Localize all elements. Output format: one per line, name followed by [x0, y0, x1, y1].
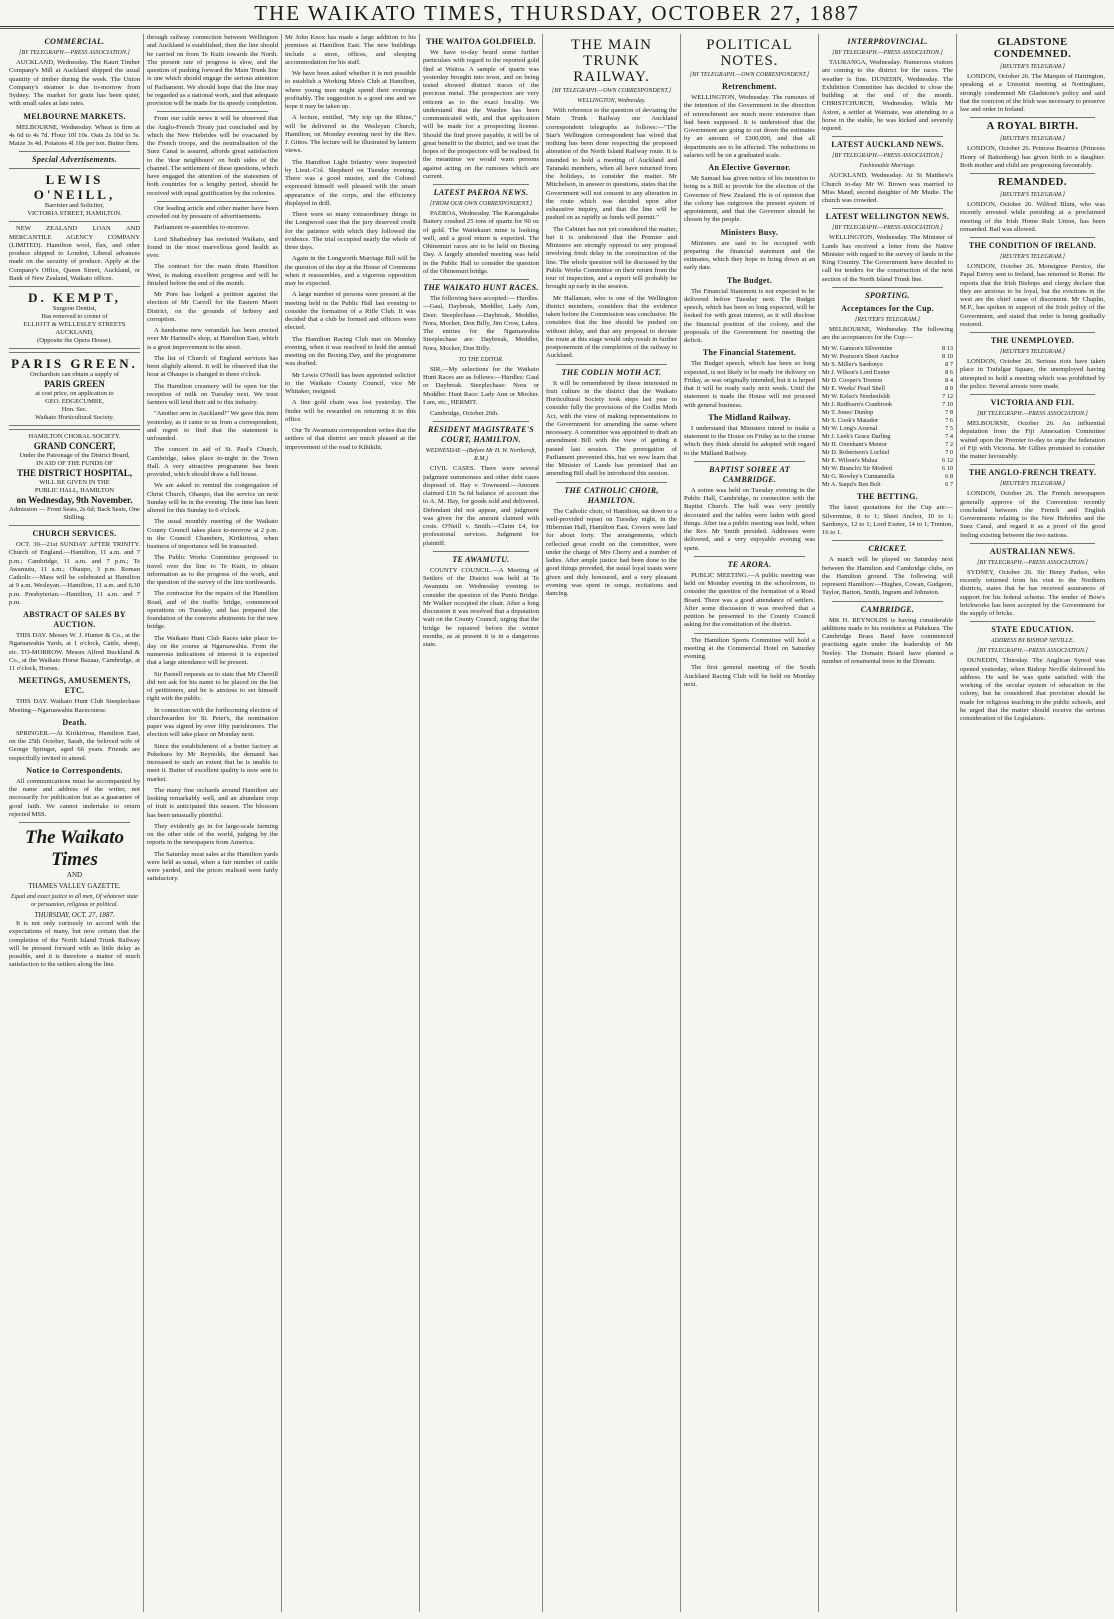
fiji-subheading: [BY TELEGRAPH.—PRESS ASSOCIATION.]: [977, 411, 1088, 417]
local-item: The first general meeting of the South Auckland Racing Club will be held on Monday next.: [684, 664, 815, 688]
local-item: A fine gold chain was lost yesterday. The finder will be rewarded on returning it to this office.: [285, 399, 416, 423]
letter-heading: TO THE EDITOR.: [458, 356, 504, 363]
auckland-news-text: AUCKLAND, Wednesday. At St Matthew's Church to-day Mr W. Brown was married to Miss Maud, second daughter of Mr Mudie. The church was crowded.: [822, 172, 953, 204]
commercial-heading: COMMERCIAL.: [44, 37, 105, 46]
local-item: The list of Church of England services has been slightly altered. It will be observed that the hour at Ohaupo is changed to three o'clock.: [147, 354, 278, 379]
local-item: We are asked to remind the congregation of Christ Church, Ohaupo, that the service on next Sunday will be in the evening. The time has been altered for this Sunday to 6 o'clock.: [147, 482, 278, 514]
court-heading: RESIDENT MAGISTRATE'S COURT, HAMILTON.: [427, 425, 535, 445]
cup-horse-weight: 7 4: [945, 433, 953, 441]
cup-horse-name: Mr J. Leek's Grace Darling: [822, 433, 891, 441]
elective-governor-heading: An Elective Governor.: [708, 163, 791, 172]
page-columns: [6, 34, 1108, 1612]
local-item: The contract for the main drain Hamilton West, is making excellent progress and will be finished before the end of the month.: [147, 263, 278, 287]
death-heading: Death.: [62, 717, 87, 727]
codlin-heading: THE CODLIN MOTH ACT.: [561, 367, 662, 377]
paris-green-sign: Waikato Horticultural Society.: [34, 414, 115, 421]
cup-horse-weight: 7 12: [941, 393, 953, 401]
paris-green-title: PARIS GREEN.: [11, 356, 138, 371]
concert-title: GRAND CONCERT,: [33, 441, 116, 451]
unemployed-text: LONDON, October 26. Serious riots have taken place in Trafalgar Square, the unemployed having attempted to hold a meeting which was prohibited by the police. Several arrests were made.: [960, 358, 1105, 390]
royal-birth-heading: A ROYAL BIRTH.: [986, 121, 1079, 133]
wellington-news-heading: LATEST WELLINGTON NEWS.: [825, 212, 950, 222]
main-trunk-title: THE MAIN TRUNK RAILWAY.: [571, 37, 652, 85]
financial-statement-heading: The Financial Statement.: [702, 348, 797, 358]
local-item: The Hamilton Light Infantry were inspected by Lieut.-Col. Shepherd on Tuesday evening. There was a good muster, and the Colonel expressed himself well pleased with the smart appearance of the corps, and the efficiency displayed in drill.: [285, 158, 416, 207]
divider: [556, 482, 667, 483]
remanded-heading: REMANDED.: [998, 177, 1067, 188]
concert-line: PUBLIC HALL, HAMILTON: [34, 487, 115, 494]
paeroa-heading: LATEST PAEROA NEWS.: [433, 188, 529, 197]
column-7: [818, 34, 956, 1612]
royal-birth-text: LONDON, October 26. Princess Beatrice (Princess Henry of Battenberg) has given birth to a daughter. Both mother and child are progressing favourably.: [960, 145, 1105, 169]
divider: [970, 173, 1095, 174]
divider: [970, 237, 1095, 238]
commercial-subheading: [BY TELEGRAPH.—PRESS ASSOCIATION.]: [19, 50, 130, 56]
te-arora-text: PUBLIC MEETING.—A public meeting was held on Monday evening in the schoolroom, to consider the question of the formation of a Road Board. There was a good attendance of settlers. After some discussion it was resolved that a petition be presented to the County Council asking for the constitution of the district.: [684, 571, 815, 629]
ireland-heading: THE CONDITION OF IRELAND.: [968, 241, 1097, 250]
column-2: [143, 34, 281, 1612]
paris-green-ad: [9, 352, 140, 426]
meetings-text: THIS DAY. Waikato Hunt Club Steeplechase Meeting—Ngaruawahia Racecourse.: [9, 698, 140, 714]
gladstone-subheading: [REUTER'S TELEGRAM.]: [1000, 64, 1065, 70]
cup-horse-name: Mr J. Wilson's Lord Exeter: [822, 369, 891, 377]
gladstone-text: LONDON, October 26. The Marquis of Hartington, speaking at a Unionist meeting at Nottingham, strongly condemned Mr Gladstone's policy and said that the coercion of the Irish was necessary to preserve law and order in Ireland.: [960, 73, 1105, 113]
notice-heading: Notice to Correspondents.: [26, 765, 123, 775]
cup-table-row: [822, 417, 953, 425]
cup-horse-weight: 7 0: [945, 449, 953, 457]
local-item: The Waikato Hunt Club Races take place to-day on the course at Ngaruawahia. From the numerous indications of interest it is expected that a large attendance will be present.: [147, 634, 278, 667]
markets-text: MELBOURNE, Wednesday. Wheat is firm at 4s 6d to 4s 7d. Flour 10l 10s. Oats 2s 10d to 3s. Maize 3s 4d. Potatoes 4l 10s per ton. Butter firm.: [9, 123, 140, 147]
divider: [694, 556, 805, 557]
concert-title: THE DISTRICT HOSPITAL,: [17, 468, 132, 478]
sales-heading: ABSTRACT OF SALES BY AUCTION.: [23, 610, 126, 629]
divider: [970, 117, 1095, 118]
cup-horse-weight: 8 13: [941, 345, 953, 353]
column-4: [419, 34, 542, 1612]
main-trunk-text: With reference to the question of deviating the Main Trunk Railway our Auckland correspondent telegraphs as follows:—"The Star's Wellington correspondent has wired that nothing has been done respecting the proposed alteration of the North Island Railway route. It is intended to hold a meeting of Auckland and Taranaki members, when all have returned from the holidays, to consider the matter. Mr Mitchelson, in answer to questions, states that the Government will not consent to any alteration in the route which was decided upon after exhaustive inquiry, and that the line will be pushed on as rapidly as funds will permit.": [546, 107, 677, 222]
retrenchment-text: WELLINGTON, Wednesday. The rumours of the intention of the Government in the direction of retrenchment are much more extensive than had been supposed. It is understood that the Government are going to cut down the estimates by an amount of £300,000, and that all departments are to be affected. The reductions in salaries will be on a graduated scale.: [684, 94, 815, 159]
local-item: We have been asked whether it is not possible to establish a Working Men's Club at Hamilton, where young men might spend their evenings profitably. The suggestion is a good one and we hope it may be taken up.: [285, 70, 416, 110]
church-heading: CHURCH SERVICES.: [32, 529, 117, 538]
concert-line: WILL BE GIVEN IN THE: [39, 479, 110, 486]
cup-horse-weight: 6 10: [941, 465, 953, 473]
cup-horse-weight: 8 10: [941, 353, 953, 361]
divider: [970, 464, 1095, 465]
cup-table-row: [822, 465, 953, 473]
masthead-rule: [0, 28, 1114, 29]
concert-ad: [9, 429, 140, 526]
local-item: There were so many extraordinary things in the Longwood case that the jury deserved credit for the patience with which they followed the evidence. The trial occupied nearly the whole of three days.: [285, 211, 416, 251]
cup-table-row: [822, 345, 953, 353]
court-text: CIVIL CASES. There were several judgment summonses and other debt cases disposed of. Hay v. Townsend.—Amount claimed £16 5s 6d balance of account due to A. M. Hay, for goods sold and delivered. Defendant did not appear, and judgment was given for the amount claimed with costs. O'Neill v. Smith.—Claim £4, for professional services. Judgment for plaintiff.: [423, 465, 539, 547]
cup-table-row: [822, 457, 953, 465]
local-item: The Saturday meat sales at the Hamilton yards were held as usual, when a fair number of cattle were yarded, and the prices realised were fairly satisfactory.: [147, 850, 278, 883]
cup-horse-name: Mr S. Miller's Sardonyx: [822, 361, 883, 369]
oneill-line: VICTORIA STREET, HAMILTON.: [27, 210, 122, 218]
local-item: Mr Pore has lodged a petition against the election of Mr Carroll for the Eastern Maori District, on the grounds of bribery and corruption.: [147, 291, 278, 323]
cup-horse-weight: 7 6: [945, 417, 953, 425]
kemp-line: (Opposite the Opera House).: [37, 337, 112, 344]
awamutu-text: COUNTY COUNCIL.—A Meeting of Settlers of the District was held at Te Awamutu on Wednesday evening to consider the question of the Puniu Bridge. Mr Walker occupied the chair. After a long discussion it was resolved that a deputation wait on the County Council, urging that the bridge be repaired before the winter months, as at present it is in a dangerous state.: [423, 566, 539, 648]
cup-table-row: [822, 425, 953, 433]
cup-horse-weight: 8 7: [945, 361, 953, 369]
cup-horse-name: Mr W. Gannon's Silvermine: [822, 345, 893, 353]
political-notes-subheading: [BY TELEGRAPH.—OWN CORRESPONDENT.]: [689, 72, 810, 78]
kemp-ad: [9, 286, 140, 349]
local-item: The contractor for the repairs of the Hamilton Road, and of the traffic bridge, commenced operations on Tuesday, and has prepared the foundation of the concrete abutments for the new bridge.: [147, 590, 278, 631]
cup-horse-weight: 6 12: [941, 457, 953, 465]
local-item: Our leading article and other matter have been crowded out by pressure of advertisements.: [147, 204, 278, 220]
local-item: The concert in aid of St. Paul's Church, Cambridge, takes place to-night in the Town Hall. A very attractive programme has been provided, which should draw a full house.: [147, 446, 278, 478]
cup-horse-weight: 7 8: [945, 409, 953, 417]
local-item: Our Te Awamutu correspondent writes that the settlers of that district are much pleased at the improvement of the road to Kihikihi.: [285, 427, 416, 451]
elective-governor-text: Mr Samuel has given notice of his intention to bring in a Bill to provide for the election of the Governor of New Zealand. He is of opinion that the colony has outgrown the present system of appointment, and that the Governor should be chosen by the people.: [684, 175, 815, 224]
sporting-subheading: [REUTER'S TELEGRAM.]: [855, 316, 920, 323]
budget-text: The Financial Statement is not expected to be delivered before Tuesday next. The Budget speech, which has been so long expected, will be looked for with great interest, as it will disclose the financial position of the colony, and the proposals of the Government for meeting the deficit.: [684, 287, 815, 344]
kemp-line: Surgeon Dentist,: [52, 305, 97, 312]
cup-horse-weight: 6 8: [945, 473, 953, 481]
paris-green-sign: Hon. Sec.: [61, 406, 88, 413]
divider: [19, 822, 130, 823]
sales-text: THIS DAY. Messrs W. J. Hunter & Co., at the Ngaruawahia Yards, at 1 o'clock, Cattle, sheep, etc. TO-MORROW. Messrs Alfred Buckland & Co., at the Waikato Horse Bazaar, Cambridge, at 11 o'clock, Horses.: [9, 632, 140, 672]
paeroa-text: PAEROA, Wednesday. The Karangahake Battery crushed 25 tons of quartz for 90 oz of gold. The Waitekauri mine is looking well, and a good return is expected. The Ohinemuri races are to be held on Boxing Day. A largely attended meeting was held in the Public Hall to consider the question of the Ohinemuri bridge.: [423, 210, 539, 275]
wellington-news-subheading: [BY TELEGRAPH.—PRESS ASSOCIATION.]: [832, 225, 943, 232]
cup-horse-weight: 7 5: [945, 425, 953, 433]
interprovincial-subheading: [BY TELEGRAPH.—PRESS ASSOCIATION.]: [832, 50, 943, 56]
meetings-heading: MEETINGS, AMUSEMENTS, ETC.: [18, 676, 131, 696]
ministers-busy-heading: Ministers Busy.: [720, 227, 779, 237]
oneill-name: LEWIS O'NEILL,: [33, 172, 116, 203]
divider: [832, 287, 943, 288]
concert-line: IN AID OF THE FUNDS OF: [36, 460, 113, 467]
notice-text: All communications must be accompanied by the name and address of the writer, not necessarily for publication but as a guarantee of good faith. We cannot undertake to return rejected MSS.: [9, 777, 140, 818]
main-trunk-text: Mr Hallaman, who is one of the Wellington district members, considers that the evidence taken before the Commission was conclusive. He considers that the line should be pushed on without delay, and that any proposal to deviate the route at this stage would only result in further postponement of the completion of the railway to Auckland.: [546, 294, 677, 360]
cup-horse-weight: 7 10: [941, 401, 953, 409]
divider: [970, 394, 1095, 395]
divider: [19, 151, 130, 152]
cup-table-row: [822, 433, 953, 441]
markets-heading: MELBOURNE MARKETS.: [23, 111, 126, 121]
cup-horse-name: Mr D. Cooper's Trenton: [822, 377, 883, 385]
column-6: [680, 34, 818, 1612]
goldfield-text: We have to-day heard some further particulars with regard to the reported gold find at Waitoa. A sample of quartz was yesterday brought into town, and on being tested showed distinct traces of the precious metal. The prospectors are very reticent as to the exact locality. We understand that the Warden has been communicated with, and that application will be made for a prospecting license. Should the find prove payable, it will be of great benefit to the district, and we trust the hopes of the prospectors will be realised. In the meantime we would warn persons against acting on the rumours which are current.: [423, 49, 539, 180]
concert-line: Under the Patronage of the District Board,: [19, 452, 130, 459]
commercial-text: AUCKLAND, Wednesday. The Kauri Timber Company's Mill at Auckland shipped the usual quantity of timber during the week. The Union Company's steamer is due to-morrow from Sydney. The market for grain has been quiet, with small sales at late rates.: [9, 59, 140, 108]
cup-table-row: [822, 449, 953, 457]
local-item: They evidently go in for large-scale farming on the other side of the world, judging by the reports in the newspapers from America.: [147, 822, 278, 847]
loan-ad-text: NEW ZEALAND LOAN AND MERCANTILE AGENCY COMPANY (LIMITED). Hamilton wool, flax, and other produce shipped to London, Liberal advances made on the security of produce. Apply at the Company's Office, Queen Street, Auckland, or Bank of New Zealand, Waikato offices.: [9, 225, 140, 282]
local-item: The Hamilton creamery will be open for the reception of milk on Tuesday next. We trust farmers will lend their aid to this industry.: [147, 382, 278, 406]
article-text: through railway connection between Wellington and Auckland is established, then the line should be carried on from Te Kuiti towards the North. The present rate of progress is slow, and the question of pushing forward the Main Trunk line is one which should engage the serious attention of Parliament. We should hope that the line may be regarded as a national work, and that adequate provision will be made for its speedy completion.: [147, 34, 278, 107]
unemployed-subheading: [REUTER'S TELEGRAM.]: [1000, 349, 1065, 355]
divider: [433, 551, 529, 552]
sporting-text: MELBOURNE, Wednesday. The following are the acceptances for the Cup:—: [822, 325, 953, 341]
cup-horse-name: Mr W. Kelso's Nordenfeldt: [822, 393, 890, 401]
cup-table-row: [822, 361, 953, 369]
cup-horse-weight: 8 0: [945, 385, 953, 393]
education-text: DUNEDIN, Thursday. The Anglican Synod was opened yesterday, when Bishop Neville delivered his address. He said he was quite satisfied with the working of the secular system of education in the colony, but he considered that provision should be made for religious teaching in the public schools, and he urged that the matter should receive the serious consideration of the Legislature.: [960, 657, 1105, 722]
local-item: "Another arm in Auckland!" We gave this item yesterday, as it came to us from a correspondent, and regret to find that the statement is unfounded.: [147, 410, 278, 442]
flag-motto: Equal and exact justice to all men, Of whatever state or persuasion, religious or political.: [11, 894, 138, 908]
kemp-name: D. KEMPT,: [28, 290, 121, 305]
paris-green-sign: GEO. EDGECUMBE,: [45, 398, 104, 405]
local-item: A large number of persons were present at the meeting held in the Public Hall last evening to consider the formation of a Rifle Club. It was decided that a club be formed and officers were elected.: [285, 291, 416, 332]
cup-acceptances-table: [822, 345, 953, 489]
newspaper-flag: The Waikato Times: [24, 827, 125, 870]
cup-horse-weight: 6 7: [945, 481, 953, 489]
divider: [694, 461, 805, 462]
remanded-subheading: [REUTER'S TELEGRAM.]: [1000, 192, 1065, 198]
divider: [832, 540, 943, 541]
oneill-line: Barrister and Solicitor,: [44, 202, 105, 210]
divider: [694, 633, 805, 634]
fiji-text: MELBOURNE, October 26. An influential deputation from the Fiji Annexation Committee waited upon the Premier to-day to urge the federation of Fiji with Victoria. Mr Gillies promised to consider the matter favourably.: [960, 420, 1105, 460]
local-item: The many fine orchards around Hamilton are looking remarkably well, and an abundant crop of fruit is anticipated this season. The blossom has been unusually plentiful.: [147, 786, 278, 819]
cup-table-row: [822, 409, 953, 417]
cup-horse-name: Mr E. Wilson's Malua: [822, 457, 878, 465]
catholic-choir-heading: THE CATHOLIC CHOIR, HAMILTON.: [564, 485, 659, 505]
codlin-text: It will be remembered by those interested in fruit culture in the district that the Waikato Horticultural Society took steps last year to consider fully the provisions of the Codlin Moth Act, with the view of making representations to the Government for amending the same where necessary. A committee was appointed to draft an amendment Bill with the view of getting it passed last session. The prorogation of Parliament prevented this, but we now learn that the Minister of Lands has promised that an amending Bill shall be introduced this session.: [546, 379, 677, 478]
masthead-title: THE WAIKATO TIMES, THURSDAY, OCTOBER 27, 1887: [254, 1, 860, 25]
hunt-races-heading: THE WAIKATO HUNT RACES.: [423, 283, 539, 292]
column-8: [956, 34, 1108, 1612]
retrenchment-heading: Retrenchment.: [722, 82, 777, 91]
treaty-text: LONDON, October 26. The French newspapers generally approve of the Convention recently concluded between the French and English Governments relating to the New Hebrides and the Suez Canal, and regard it as a proof of the good feeling existing between the two nations.: [960, 490, 1105, 539]
cup-horse-weight: 7 2: [945, 441, 953, 449]
divider: [970, 621, 1095, 622]
paeroa-subheading: [FROM OUR OWN CORRESPONDENT.]: [429, 201, 533, 207]
ireland-subheading: [REUTER'S TELEGRAM.]: [1000, 254, 1065, 260]
education-subheading: ADDRESS BY BISHOP NEVILLE.: [990, 638, 1075, 645]
masthead: [0, 0, 1114, 27]
court-subheading: WEDNESDAY.—(Before Mr H. W. Northcroft, R.M.): [425, 448, 537, 463]
cricket-heading: CRICKET.: [868, 544, 907, 554]
midland-railway-heading: The Midland Railway.: [708, 412, 791, 422]
local-item: A handsome new verandah has been erected over Mr Hartnell's shop, at Hamilton East, which is a great improvement to the street.: [147, 327, 278, 351]
divider: [832, 208, 943, 209]
baptist-soiree-text: A soiree was held on Tuesday evening in the Public Hall, Cambridge, in connection with the Baptist Church. The hall was very prettily decorated and the tables were laden with good things. After tea a public meeting was held, when the Rev. Mr Smith presided. Addresses were delivered, and a very enjoyable evening was spent.: [684, 486, 815, 552]
financial-statement-text: The Budget speech, which has been so long expected, is not likely to be ready for delivery on Friday, as was originally intended, but it is hoped that it will be ready early next week. Until the statement is made the House will not proceed with general business.: [684, 360, 815, 409]
cup-horse-name: Mr J. Redfearn's Cranbrook: [822, 401, 893, 409]
auckland-news-subheading: [BY TELEGRAPH.—PRESS ASSOCIATION.]: [832, 153, 943, 160]
cup-horse-name: Mr W. Pearson's Sheet Anchor: [822, 353, 899, 361]
sporting-heading: SPORTING.: [865, 290, 910, 300]
cup-horse-name: Mr W. Branch's Sir Modred: [822, 465, 892, 473]
local-item: Mr Lewis O'Neill has been appointed solicitor to the Waikato County Council, vice Mr Whitaker, resigned.: [285, 371, 416, 395]
hunt-races-text: The following have accepted:— Hurdles.—Gaul, Daybreak, Meddler, Lady Ann, Deer. Steeplechase.—Daybreak, Meddler, Nora, Mocker, Don Billy, Jim Crow, Lubra. The entries for the Ngaruawahia Steeplechase are: Daybreak, Meddler, Nora, Mocker, Don Billy.: [423, 295, 539, 352]
ministers-busy-text: Ministers are said to be occupied with preparing the financial statement and the estimates, which they hope to bring down at an early date.: [684, 239, 815, 272]
goldfield-heading: THE WAITOA GOLDFIELD.: [426, 37, 536, 46]
cup-table-row: [822, 369, 953, 377]
australian-news-subheading: [BY TELEGRAPH.—PRESS ASSOCIATION.]: [977, 559, 1088, 566]
auckland-news-subheading: Fashionable Marriage.: [859, 163, 916, 170]
column-3: [281, 34, 419, 1612]
cup-horse-name: Mr E. Weeks' Pearl Shell: [822, 385, 885, 393]
cup-table-row: [822, 401, 953, 409]
betting-text: The latest quotations for the Cup are:—Silvermine, 8 to 1; Sheet Anchor, 10 to 1; Sardonyx, 12 to 1; Lord Exeter, 14 to 1; Trenton, 16 to 1.: [822, 504, 953, 536]
treaty-heading: THE ANGLO-FRENCH TREATY.: [968, 468, 1097, 478]
interprovincial-text: TAURANGA, Wednesday. Numerous visitors are coming to the district for the races. The weather is fine. DUNEDIN, Wednesday. The Exhibition Committee has decided to close the building at the end of the month. CHRISTCHURCH, Wednesday. While Mr Axton, a settler at Waimate, was attending to a horse in the stable, he was kicked and severely injured.: [822, 59, 953, 132]
awamutu-heading: TE AWAMUTU.: [452, 554, 510, 564]
local-item: Since the establishment of a butter factory at Pukekura by Mr Reynolds, the demand has increased to such an extent that he is unable to meet it. Butter of excellent quality is now sent to market.: [147, 742, 278, 783]
local-item: Parliament re-assembles to-morrow.: [154, 224, 250, 232]
catholic-choir-text: The Catholic choir, of Hamilton, sat down to a well-provided repast on Tuesday night, in the Hibernian Hall, Hamilton East. Covers were laid for about forty. The arrangements, which reflected great credit on the committee, were under the charge of Mrs Cherry and a number of ladies. After ample justice had been done to the good things provided, the usual loyal toasts were given and duly honoured, and a very pleasant evening was spent in songs, recitations and dancing.: [546, 507, 677, 597]
cup-table-row: [822, 481, 953, 489]
cup-table-row: [822, 393, 953, 401]
cup-table-row: [822, 353, 953, 361]
cup-table-row: [822, 441, 953, 449]
letter-text: SIR,—My selections for the Waikato Hunt Races are as follows:—Hurdles: Gaul or Daybreak. Steeplechase: Nora or Meddler. Hunt Race: Lady Ann or Mocker. I am, etc., HERMIT.: [423, 365, 539, 406]
unemployed-heading: THE UNEMPLOYED.: [990, 336, 1075, 345]
gladstone-heading: GLADSTONE CONDEMNED.: [993, 37, 1072, 60]
divider: [970, 332, 1095, 333]
leading-article-text: It is not only curiously in accord with the expectations of many, but now certain that the completion of the North Island Trunk Railway will be pressed forward with as little delay as possible, and it is therefore a matter of much satisfaction to the settlers along the line.: [9, 920, 140, 969]
church-text: OCT. 30—21st SUNDAY AFTER TRINITY. Church of England.—Hamilton, 11 a.m. and 7 p.m.; Cambridge, 11 a.m. and 7 p.m.; Te Awamutu, 11 a.m.; Ohaupo, 3 p.m. Roman Catholic.—Mass will be celebrated at Hamilton at 9 a.m. Wesleyan.—Hamilton, 11 a.m. and 6.30 p.m. Presbyterian.—Hamilton, 11 a.m. and 7 p.m.: [9, 541, 140, 606]
remanded-text: LONDON, October 26. Wilfred Blunt, who was recently arrested while presiding at a proclaimed meeting of the Irish Home Rule Union, has been remanded. Bail was allowed.: [960, 201, 1105, 233]
local-item: Mr John Knox has made a large addition to his premises at Hamilton East. The new buildings include a store, offices, and sleeping accommodation for his staff.: [285, 34, 416, 66]
divider: [556, 364, 667, 365]
divider: [157, 201, 268, 202]
flag-and: AND: [66, 871, 83, 879]
local-item: Sir Parnell requests us to state that Mr Cherrill did not ask for his name to be placed on the list of petitioners, and he is anxious to set himself right with the public.: [147, 670, 278, 703]
letter-sign: Cambridge, October 26th.: [430, 410, 499, 417]
local-item: Lord Shaftesbury has revisited Waikato, and found in the most marvellous good health as ever.: [147, 235, 278, 259]
betting-heading: THE BETTING.: [857, 492, 918, 502]
local-item: Again in the Longworth Marriage Bill will be the question of the day at the House of Commons when it reassembles, and a vigorous opposition may be expected.: [285, 255, 416, 287]
baptist-soiree-heading: BAPTIST SOIREE AT CAMBRIDGE.: [709, 464, 790, 484]
wellington-news-text: WELLINGTON, Wednesday. The Minister of Lands has received a letter from the Native Minister with regard to the survey of lands in the King Country. The Government have decided to call for tenders for the construction of the next section of the North Island Trunk line.: [822, 234, 953, 283]
cambridge-heading: CAMBRIDGE.: [860, 604, 915, 614]
divider: [157, 111, 268, 112]
midland-railway-text: I understand that Ministers intend to make a statement to the House on Friday as to the course which they think should be adopted with regard to the Midland Railway.: [684, 424, 815, 457]
cup-horse-name: Mr A. Saqui's Ben Bolt: [822, 481, 881, 489]
local-item: The Hamilton Sports Committee will hold a meeting at the Commercial Hotel on Saturday evening.: [684, 636, 815, 660]
sporting-subheading: Acceptances for the Cup.: [841, 303, 934, 313]
paris-green-title: PARIS GREEN: [44, 379, 105, 389]
article-text: From our cable news it will be observed that the Anglo-French Treaty just concluded and by which the New Hebrides will be evacuated by the French troops, and the neutralisation of the Suez Canal is assured, affords great satisfaction to the 'dear neighbours' on both sides of the channel. The settlement of these questions, which have engaged the attention of the statesmen of both countries for a lengthy period, should be received with equal gratification by the colonies.: [147, 115, 278, 197]
divider: [832, 601, 943, 602]
budget-heading: The Budget.: [726, 275, 773, 285]
kemp-line: Has removed to corner of: [41, 313, 108, 320]
concert-date: on Wednesday, 9th November.: [16, 495, 133, 505]
treaty-subheading: [REUTER'S TELEGRAM.]: [1000, 481, 1065, 488]
cup-horse-name: Mr W. Long's Arsenal: [822, 425, 878, 433]
local-item: A lecture, entitled, "My trip up the Rhine," will be delivered in the Wesleyan Church, Hamilton, on Monday evening next by the Rev. J. Gittos. The lecture will be illustrated by lantern views.: [285, 114, 416, 155]
death-text: SPRINGER.—At Kirikiriroa, Hamilton East, on the 25th October, Sarah, the beloved wife of George Springer, aged 66 years. Friends are respectfully invited to attend.: [9, 729, 140, 762]
australian-news-text: SYDNEY, October 26. Sir Henry Parkes, who recently returned from his visit to the Northern districts, states that he has received assurances of support for his federal scheme. The tender of Bow's brickworks has been accepted by the Government for the supply of bricks.: [960, 568, 1105, 617]
kemp-line: ELLIOTT & WELLESLEY STREETS: [23, 321, 126, 328]
local-item: The Public Works Committee proposed to travel over the line to Te Kuiti, to obtain information as to the progress of the work, and the question of the survey of the line northwards.: [147, 554, 278, 586]
cup-table-row: [822, 473, 953, 481]
education-subheading: [BY TELEGRAPH.—PRESS ASSOCIATION.]: [977, 648, 1088, 655]
ireland-text: LONDON, October 26. Monsignor Persico, the Papal Envoy sent to Ireland, has returned to Rome. He reports that the Irish Bishops and clergy declare that they are anxious to be loyal, but the evictions in the west are the chief cause of discontent. Mr Chaplin, M.P., has spoken in support of the Irish policy of the Government, and stated that order is being gradually restored.: [960, 263, 1105, 328]
paris-green-line: Orchardists can obtain a supply of: [30, 371, 119, 378]
cup-table-row: [822, 377, 953, 385]
fiji-heading: VICTORIA AND FIJI.: [990, 398, 1075, 407]
special-ads-heading: Special Advertisements.: [32, 155, 117, 165]
cup-horse-weight: 8 4: [945, 377, 953, 385]
auckland-news-heading: LATEST AUCKLAND NEWS.: [831, 140, 944, 150]
divider: [433, 279, 529, 280]
cup-table-row: [822, 385, 953, 393]
political-notes-title: POLITICAL NOTES.: [706, 37, 793, 69]
cup-horse-weight: 8 6: [945, 369, 953, 377]
main-trunk-subheading: WELLINGTON, Wednesday.: [577, 98, 646, 104]
royal-birth-subheading: [REUTER'S TELEGRAM.]: [1000, 136, 1065, 143]
concert-admission: Admission — Front Seats, 2s 6d; Back Seats, One Shilling.: [9, 506, 140, 521]
cup-horse-name: Mr D. Robertson's Lochiel: [822, 449, 890, 457]
te-arora-heading: TE ARORA.: [727, 559, 772, 569]
cup-horse-name: Mr G. Rowley's Cunnamulla: [822, 473, 895, 481]
local-item: The Hamilton Racing Club met on Monday evening, when it was resolved to hold the annual meeting on the Boxing Day, and the programme was drafted.: [285, 335, 416, 368]
divider: [433, 421, 529, 422]
flag-date: THURSDAY, OCT. 27, 1887.: [34, 911, 115, 919]
cup-horse-name: Mr S. Cook's Matador: [822, 417, 879, 425]
column-5: [542, 34, 680, 1612]
main-trunk-text: The Cabinet has not yet considered the matter, but it is understood that the Premier and Ministers are strongly opposed to any proposal involving fresh delay in the construction of the line. The whole question will be discussed by the Public Works Committee on their return from the tour of inspection, and a report will probably be brought up early in the session.: [546, 225, 677, 291]
divider: [832, 136, 943, 137]
cup-horse-name: Mr T. Jones' Dunlop: [822, 409, 874, 417]
education-heading: STATE EDUCATION.: [991, 625, 1074, 635]
australian-news-heading: AUSTRALIAN NEWS.: [989, 546, 1076, 556]
local-item: In connection with the forthcoming election of churchwarden for St. Peter's, the nomination paper was signed by over fifty parishioners. The election will take place on Monday next.: [147, 706, 278, 739]
column-1: [6, 34, 143, 1612]
kemp-line: AUCKLAND,: [55, 329, 94, 336]
local-item: The usual monthly meeting of the Waikato County Council takes place to-morrow at 2 p.m. in the Council Chambers, Kirikiriroa, when business of importance will be transacted.: [147, 518, 278, 550]
oneill-ad: [9, 168, 140, 222]
cup-horse-name: Mr H. Oxenham's Mentor: [822, 441, 888, 449]
divider: [433, 184, 529, 185]
concert-society: HAMILTON CHORAL SOCIETY.: [28, 433, 121, 440]
cricket-text: A match will be played on Saturday next between the Hamilton and Cambridge clubs, on the Hamilton ground. The following will represent Hamilton:—Hughes, Cowan, Gudgeon, Taylor, Barton, Smith, Ingram and Johnston.: [822, 556, 953, 597]
paris-green-line: at cost price, on application to: [35, 390, 114, 397]
cambridge-text: MR H. REYNOLDS is having considerable additions made to his residence at Pukekura. The Cambridge Brass Band have commenced practising again under the leadership of Mr Neeley. The Domain Board have planted a number of ornamental trees in the Domain.: [822, 616, 953, 665]
main-trunk-subheading: [BY TELEGRAPH.—OWN CORRESPONDENT.]: [551, 88, 672, 94]
interprovincial-heading: INTERPROVINCIAL.: [847, 37, 928, 46]
divider: [970, 543, 1095, 544]
flag-subtitle: THAMES VALLEY GAZETTE.: [28, 882, 121, 890]
